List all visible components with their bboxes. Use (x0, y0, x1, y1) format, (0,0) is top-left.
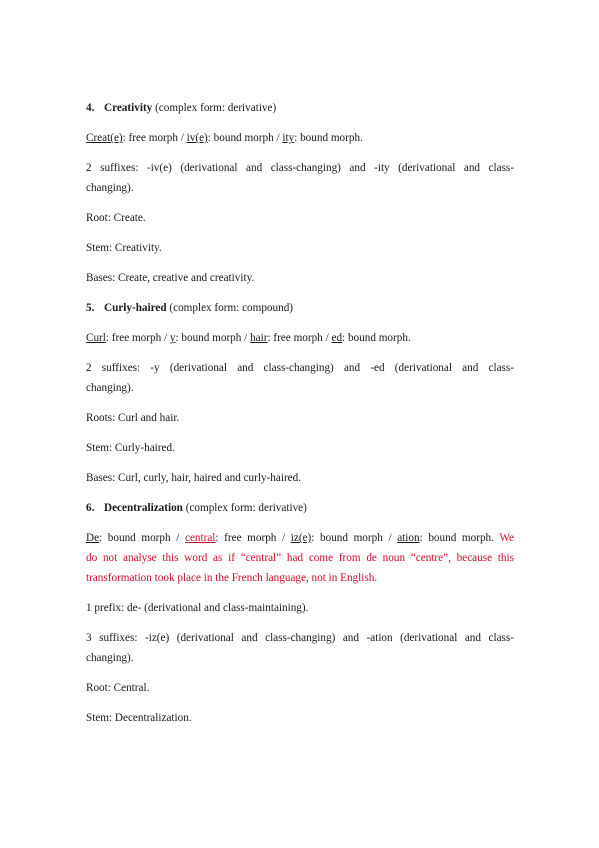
section-4-heading (86, 101, 276, 115)
section-5-bases: Bases: Curl, curly, hair, haired and curly-haired. (86, 472, 302, 484)
section-6-suffixes: 3 suffixes: -iz(e) (derivational and class-changing) and -ation (derivational and class- (86, 632, 514, 644)
section-6-root: Root: Central. (86, 682, 150, 694)
section-5-roots: Roots: Curl and hair. (86, 412, 180, 424)
section-4-suffixes: 2 suffixes: -iv(e) (derivational and class-changing) and -ity (derivational and class- (86, 162, 514, 174)
morph: ation (397, 532, 420, 544)
morph: Creat(e) (86, 132, 123, 144)
section-4-suffixes-cont: changing). (86, 182, 134, 194)
morph-type: : bound morph / (311, 532, 398, 544)
section-5-suffixes: 2 suffixes: -y (derivational and class-changing) and -ed (derivational and class- (86, 362, 514, 374)
section-6-note: do not analyse this word as if “central” had come from de noun “centre”, because this (86, 552, 514, 564)
section-4-morphs (86, 131, 363, 145)
section-6-note-cont: transformation took place in the French language, not in English. (86, 572, 378, 584)
section-6-stem: Stem: Decentralization. (86, 712, 192, 724)
section-6-prefix: 1 prefix: de- (derivational and class-maintaining). (86, 602, 309, 614)
morph-type: : free morph / (105, 332, 170, 344)
morph-highlight: central (184, 532, 216, 544)
section-4-subtitle: (complex form: derivative) (152, 102, 277, 114)
section-5-stem: Stem: Curly-haired. (86, 442, 175, 454)
section-4-stem: Stem: Creativity. (86, 242, 162, 254)
morph: hair (250, 332, 268, 344)
morph-type: : free morph / (215, 532, 291, 544)
morph: ed (331, 332, 343, 344)
morph: iz(e) (290, 532, 312, 544)
section-5-suffixes-cont: changing). (86, 382, 134, 394)
morph-type: : bound morph / (99, 532, 185, 544)
morph: Curl (86, 332, 106, 344)
section-4-title: Creativity (104, 102, 153, 114)
section-4-number: 4. (86, 102, 95, 114)
morph-type: : bound morph / (175, 332, 251, 344)
morph-type: : bound morph. (419, 532, 500, 544)
section-5-heading (86, 301, 293, 315)
section-4-bases: Bases: Create, creative and creativity. (86, 272, 255, 284)
section-5-title: Curly-haired (104, 302, 167, 314)
section-6-morphs (86, 531, 514, 545)
section-4-root: Root: Create. (86, 212, 146, 224)
section-5-subtitle: (complex form: compound) (166, 302, 294, 314)
morph-type: : free morph / (267, 332, 332, 344)
section-6-subtitle: (complex form: derivative) (182, 502, 307, 514)
note-start: We (499, 532, 514, 544)
section-5-morphs (86, 331, 411, 345)
morph-type: : bound morph. (294, 132, 363, 144)
morph: De (86, 532, 100, 544)
morph: iv(e) (186, 132, 208, 144)
section-6-heading (86, 501, 307, 515)
morph-type: : bound morph. (342, 332, 411, 344)
section-6-number: 6. (86, 502, 95, 514)
section-6-title: Decentralization (104, 502, 183, 514)
morph: ity (282, 132, 295, 144)
morph-type: : free morph / (122, 132, 187, 144)
morph-type: : bound morph / (207, 132, 283, 144)
morph: y (169, 332, 176, 344)
section-5-number: 5. (86, 302, 95, 314)
section-6-suffixes-cont: changing). (86, 652, 134, 664)
